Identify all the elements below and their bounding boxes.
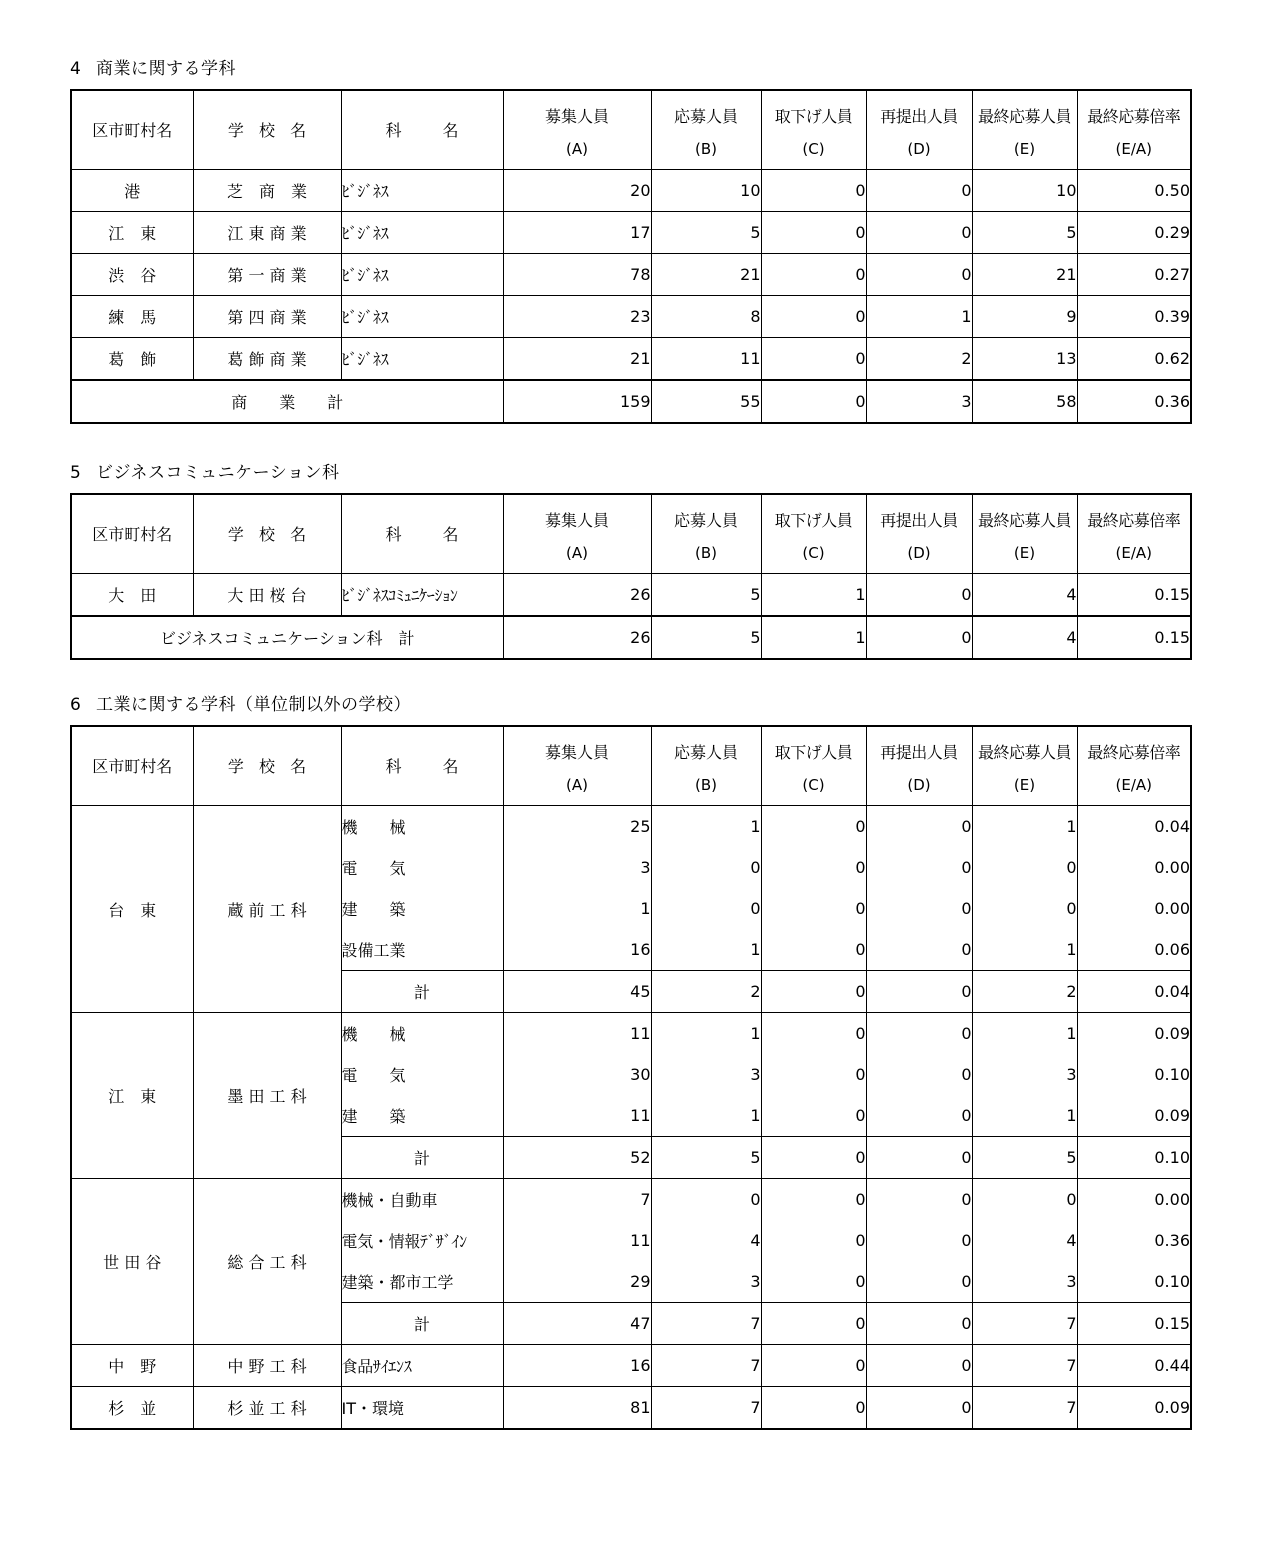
- cell-applicants: 1: [651, 1095, 761, 1137]
- cell-applicants: 7: [651, 1345, 761, 1387]
- cell-subtotal-label: 計: [341, 971, 503, 1013]
- cell-applicants: 21: [651, 254, 761, 296]
- cell-final-applicants: 0: [972, 847, 1077, 888]
- section-5-number: 5: [70, 463, 82, 483]
- cell-ward: 港: [71, 170, 193, 212]
- cell-course: ﾋﾞｼﾞﾈｽ: [341, 296, 503, 338]
- header-withdrawn: 取下げ人員 (C): [761, 726, 866, 806]
- cell-course: 機械・自動車: [341, 1179, 503, 1221]
- table-body: [71, 574, 1191, 660]
- cell-capacity: 16: [503, 1345, 651, 1387]
- header-applicants: 応募人員 (B): [651, 494, 761, 574]
- cell-capacity: 7: [503, 1179, 651, 1221]
- section-commerce: [70, 58, 1192, 424]
- section-industrial: [70, 694, 1192, 1430]
- cell-applicants: 0: [651, 1179, 761, 1221]
- cell-subtotal-final-applicants: 7: [972, 1303, 1077, 1345]
- cell-ward: 練 馬: [71, 296, 193, 338]
- cell-subtotal-withdrawn: 0: [761, 1303, 866, 1345]
- cell-course: 食品ｻｲｴﾝｽ: [341, 1345, 503, 1387]
- cell-course: ﾋﾞｼﾞﾈｽ: [341, 338, 503, 381]
- cell-school: 葛 飾 商 業: [193, 338, 341, 381]
- cell-capacity: 1: [503, 888, 651, 929]
- cell-final-applicants: 10: [972, 170, 1077, 212]
- cell-applicants: 10: [651, 170, 761, 212]
- cell-final-ratio: 0.00: [1077, 888, 1191, 929]
- header-resubmitted: 再提出人員 (D): [866, 726, 972, 806]
- header-final-ratio: 最終応募倍率 (E/A): [1077, 90, 1191, 170]
- cell-withdrawn: 0: [761, 888, 866, 929]
- cell-capacity: 25: [503, 806, 651, 848]
- header-capacity: 募集人員 (A): [503, 494, 651, 574]
- cell-course: 電気・情報ﾃﾞｻﾞｲﾝ: [341, 1220, 503, 1261]
- cell-capacity: 17: [503, 212, 651, 254]
- table-body: [71, 170, 1191, 424]
- cell-resubmitted: 0: [866, 1013, 972, 1055]
- cell-subtotal-withdrawn: 0: [761, 1137, 866, 1179]
- table-row: [71, 574, 1191, 617]
- cell-applicants: 4: [651, 1220, 761, 1261]
- table-row: [71, 212, 1191, 254]
- cell-course: ﾋﾞｼﾞﾈｽ: [341, 254, 503, 296]
- header-final-applicants: 最終応募人員 (E): [972, 494, 1077, 574]
- header-resubmitted: 再提出人員 (D): [866, 90, 972, 170]
- cell-subtotal-capacity: 45: [503, 971, 651, 1013]
- cell-final-applicants: 21: [972, 254, 1077, 296]
- header-school: 学 校 名: [193, 90, 341, 170]
- cell-final-applicants: 1: [972, 1013, 1077, 1055]
- section-4-title: [70, 58, 1192, 80]
- cell-final-ratio: 0.29: [1077, 212, 1191, 254]
- section-4-heading: 商業に関する学科: [96, 59, 236, 79]
- cell-final-applicants: 7: [972, 1387, 1077, 1430]
- cell-course: 機 械: [341, 1013, 503, 1055]
- cell-withdrawn: 0: [761, 806, 866, 848]
- cell-withdrawn: 0: [761, 296, 866, 338]
- header-withdrawn: 取下げ人員 (C): [761, 90, 866, 170]
- cell-subtotal-label: 計: [341, 1137, 503, 1179]
- cell-total-resubmitted: 0: [866, 616, 972, 659]
- cell-resubmitted: 0: [866, 574, 972, 617]
- header-final-ratio: 最終応募倍率 (E/A): [1077, 494, 1191, 574]
- cell-applicants: 1: [651, 806, 761, 848]
- header-capacity: 募集人員 (A): [503, 726, 651, 806]
- header-row: [71, 726, 1191, 806]
- cell-capacity: 78: [503, 254, 651, 296]
- cell-withdrawn: 0: [761, 847, 866, 888]
- cell-subtotal-resubmitted: 0: [866, 1303, 972, 1345]
- cell-course: ﾋﾞｼﾞﾈｽｺﾐｭﾆｹｰｼｮﾝ: [341, 574, 503, 617]
- cell-final-ratio: 0.50: [1077, 170, 1191, 212]
- cell-resubmitted: 0: [866, 1095, 972, 1137]
- cell-final-ratio: 0.62: [1077, 338, 1191, 381]
- cell-final-applicants: 5: [972, 212, 1077, 254]
- cell-final-applicants: 7: [972, 1345, 1077, 1387]
- header-school: 学 校 名: [193, 726, 341, 806]
- cell-subtotal-capacity: 52: [503, 1137, 651, 1179]
- cell-ward: 杉 並: [71, 1387, 193, 1430]
- cell-final-applicants: 4: [972, 574, 1077, 617]
- cell-subtotal-applicants: 2: [651, 971, 761, 1013]
- cell-total-applicants: 5: [651, 616, 761, 659]
- cell-resubmitted: 0: [866, 847, 972, 888]
- cell-school: 江 東 商 業: [193, 212, 341, 254]
- cell-course: ﾋﾞｼﾞﾈｽ: [341, 212, 503, 254]
- header-applicants: 応募人員 (B): [651, 90, 761, 170]
- cell-final-applicants: 3: [972, 1054, 1077, 1095]
- table-row: [71, 1013, 1191, 1055]
- cell-subtotal-final-applicants: 5: [972, 1137, 1077, 1179]
- cell-final-applicants: 9: [972, 296, 1077, 338]
- cell-subtotal-applicants: 7: [651, 1303, 761, 1345]
- cell-withdrawn: 1: [761, 574, 866, 617]
- cell-applicants: 5: [651, 574, 761, 617]
- cell-subtotal-final-applicants: 2: [972, 971, 1077, 1013]
- cell-total-capacity: 159: [503, 380, 651, 423]
- table-row: [71, 1387, 1191, 1430]
- cell-applicants: 11: [651, 338, 761, 381]
- header-course: 科 名: [341, 90, 503, 170]
- cell-applicants: 3: [651, 1261, 761, 1303]
- section-5-heading: ビジネスコミュニケーション科: [96, 463, 340, 483]
- cell-ward: 葛 飾: [71, 338, 193, 381]
- cell-withdrawn: 0: [761, 1220, 866, 1261]
- cell-ward: 台 東: [71, 806, 193, 1013]
- cell-final-ratio: 0.36: [1077, 1220, 1191, 1261]
- cell-capacity: 26: [503, 574, 651, 617]
- cell-final-applicants: 1: [972, 806, 1077, 848]
- cell-capacity: 21: [503, 338, 651, 381]
- cell-school: 蔵 前 工 科: [193, 806, 341, 1013]
- cell-applicants: 5: [651, 212, 761, 254]
- cell-course: IT・環境: [341, 1387, 503, 1430]
- cell-subtotal-final-ratio: 0.10: [1077, 1137, 1191, 1179]
- cell-ward: 江 東: [71, 212, 193, 254]
- table-row: [71, 254, 1191, 296]
- cell-capacity: 30: [503, 1054, 651, 1095]
- cell-resubmitted: 0: [866, 1387, 972, 1430]
- cell-total-withdrawn: 0: [761, 380, 866, 423]
- cell-ward: 世 田 谷: [71, 1179, 193, 1345]
- cell-final-ratio: 0.09: [1077, 1013, 1191, 1055]
- cell-resubmitted: 0: [866, 170, 972, 212]
- header-school: 学 校 名: [193, 494, 341, 574]
- cell-resubmitted: 0: [866, 254, 972, 296]
- cell-final-ratio: 0.00: [1077, 847, 1191, 888]
- cell-capacity: 29: [503, 1261, 651, 1303]
- table-row: [71, 338, 1191, 381]
- cell-withdrawn: 0: [761, 1179, 866, 1221]
- cell-capacity: 11: [503, 1095, 651, 1137]
- cell-resubmitted: 2: [866, 338, 972, 381]
- cell-school: 大 田 桜 台: [193, 574, 341, 617]
- table-row: [71, 296, 1191, 338]
- cell-subtotal-capacity: 47: [503, 1303, 651, 1345]
- section-6-heading: 工業に関する学科（単位制以外の学校）: [96, 695, 411, 715]
- cell-subtotal-label: 計: [341, 1303, 503, 1345]
- cell-subtotal-resubmitted: 0: [866, 1137, 972, 1179]
- cell-withdrawn: 0: [761, 1345, 866, 1387]
- table-header: [71, 494, 1191, 574]
- table-row: [71, 1345, 1191, 1387]
- header-course: 科 名: [341, 494, 503, 574]
- cell-final-ratio: 0.04: [1077, 806, 1191, 848]
- cell-total-label: 商 業 計: [71, 380, 503, 423]
- cell-total-resubmitted: 3: [866, 380, 972, 423]
- cell-applicants: 0: [651, 847, 761, 888]
- table-body: [71, 806, 1191, 1430]
- cell-school: 芝 商 業: [193, 170, 341, 212]
- header-resubmitted: 再提出人員 (D): [866, 494, 972, 574]
- header-applicants: 応募人員 (B): [651, 726, 761, 806]
- cell-withdrawn: 0: [761, 1054, 866, 1095]
- cell-withdrawn: 0: [761, 212, 866, 254]
- cell-final-applicants: 0: [972, 888, 1077, 929]
- cell-final-applicants: 4: [972, 1220, 1077, 1261]
- cell-withdrawn: 0: [761, 254, 866, 296]
- cell-final-ratio: 0.39: [1077, 296, 1191, 338]
- cell-withdrawn: 0: [761, 338, 866, 381]
- cell-capacity: 81: [503, 1387, 651, 1430]
- table-business-communication: [70, 493, 1192, 660]
- cell-subtotal-applicants: 5: [651, 1137, 761, 1179]
- section-4-number: 4: [70, 59, 82, 79]
- cell-total-withdrawn: 1: [761, 616, 866, 659]
- cell-total-final-applicants: 4: [972, 616, 1077, 659]
- cell-withdrawn: 0: [761, 1095, 866, 1137]
- cell-total-label: ビジネスコミュニケーション科 計: [71, 616, 503, 659]
- header-ward: 区市町村名: [71, 726, 193, 806]
- cell-total-capacity: 26: [503, 616, 651, 659]
- cell-ward: 江 東: [71, 1013, 193, 1179]
- cell-ward: 大 田: [71, 574, 193, 617]
- table-total-row: [71, 380, 1191, 423]
- cell-applicants: 3: [651, 1054, 761, 1095]
- cell-withdrawn: 0: [761, 929, 866, 971]
- cell-final-ratio: 0.10: [1077, 1054, 1191, 1095]
- cell-final-ratio: 0.15: [1077, 574, 1191, 617]
- cell-resubmitted: 0: [866, 929, 972, 971]
- section-business-communication: [70, 462, 1192, 660]
- cell-final-ratio: 0.10: [1077, 1261, 1191, 1303]
- cell-final-ratio: 0.00: [1077, 1179, 1191, 1221]
- cell-final-applicants: 3: [972, 1261, 1077, 1303]
- cell-course: 電 気: [341, 847, 503, 888]
- table-industrial: [70, 725, 1192, 1430]
- cell-applicants: 8: [651, 296, 761, 338]
- header-ward: 区市町村名: [71, 90, 193, 170]
- cell-withdrawn: 0: [761, 1387, 866, 1430]
- header-ward: 区市町村名: [71, 494, 193, 574]
- cell-course: 建 築: [341, 1095, 503, 1137]
- cell-subtotal-final-ratio: 0.15: [1077, 1303, 1191, 1345]
- table-header: [71, 726, 1191, 806]
- cell-resubmitted: 0: [866, 212, 972, 254]
- cell-resubmitted: 0: [866, 1220, 972, 1261]
- cell-total-final-applicants: 58: [972, 380, 1077, 423]
- cell-final-applicants: 1: [972, 929, 1077, 971]
- table-row: [71, 806, 1191, 848]
- cell-final-applicants: 1: [972, 1095, 1077, 1137]
- header-final-applicants: 最終応募人員 (E): [972, 726, 1077, 806]
- header-course: 科 名: [341, 726, 503, 806]
- cell-resubmitted: 1: [866, 296, 972, 338]
- cell-course: 設備工業: [341, 929, 503, 971]
- cell-school: 杉 並 工 科: [193, 1387, 341, 1430]
- cell-school: 墨 田 工 科: [193, 1013, 341, 1179]
- cell-final-ratio: 0.27: [1077, 254, 1191, 296]
- cell-resubmitted: 0: [866, 806, 972, 848]
- cell-capacity: 11: [503, 1220, 651, 1261]
- cell-school: 中 野 工 科: [193, 1345, 341, 1387]
- cell-capacity: 3: [503, 847, 651, 888]
- cell-total-applicants: 55: [651, 380, 761, 423]
- cell-school: 第 四 商 業: [193, 296, 341, 338]
- table-row: [71, 1179, 1191, 1221]
- cell-school: 総 合 工 科: [193, 1179, 341, 1345]
- header-final-applicants: 最終応募人員 (E): [972, 90, 1077, 170]
- cell-total-final-ratio: 0.15: [1077, 616, 1191, 659]
- cell-applicants: 1: [651, 929, 761, 971]
- cell-course: 建 築: [341, 888, 503, 929]
- cell-course: 建築・都市工学: [341, 1261, 503, 1303]
- cell-resubmitted: 0: [866, 1345, 972, 1387]
- table-row: [71, 170, 1191, 212]
- section-5-title: [70, 462, 1192, 484]
- cell-final-applicants: 0: [972, 1179, 1077, 1221]
- cell-resubmitted: 0: [866, 1261, 972, 1303]
- cell-subtotal-final-ratio: 0.04: [1077, 971, 1191, 1013]
- cell-ward: 中 野: [71, 1345, 193, 1387]
- cell-total-final-ratio: 0.36: [1077, 380, 1191, 423]
- cell-withdrawn: 0: [761, 170, 866, 212]
- cell-final-ratio: 0.09: [1077, 1387, 1191, 1430]
- cell-final-applicants: 13: [972, 338, 1077, 381]
- cell-resubmitted: 0: [866, 888, 972, 929]
- header-capacity: 募集人員 (A): [503, 90, 651, 170]
- header-final-ratio: 最終応募倍率 (E/A): [1077, 726, 1191, 806]
- cell-course: 電 気: [341, 1054, 503, 1095]
- header-row: [71, 494, 1191, 574]
- cell-subtotal-resubmitted: 0: [866, 971, 972, 1013]
- cell-withdrawn: 0: [761, 1013, 866, 1055]
- cell-applicants: 7: [651, 1387, 761, 1430]
- cell-subtotal-withdrawn: 0: [761, 971, 866, 1013]
- cell-capacity: 20: [503, 170, 651, 212]
- cell-applicants: 0: [651, 888, 761, 929]
- cell-ward: 渋 谷: [71, 254, 193, 296]
- table-header: [71, 90, 1191, 170]
- table-total-row: [71, 616, 1191, 659]
- cell-capacity: 23: [503, 296, 651, 338]
- cell-withdrawn: 0: [761, 1261, 866, 1303]
- cell-resubmitted: 0: [866, 1179, 972, 1221]
- section-6-title: [70, 694, 1192, 716]
- cell-final-ratio: 0.09: [1077, 1095, 1191, 1137]
- cell-capacity: 16: [503, 929, 651, 971]
- cell-applicants: 1: [651, 1013, 761, 1055]
- cell-school: 第 一 商 業: [193, 254, 341, 296]
- cell-resubmitted: 0: [866, 1054, 972, 1095]
- section-6-number: 6: [70, 695, 82, 715]
- table-commerce: [70, 89, 1192, 424]
- cell-course: 機 械: [341, 806, 503, 848]
- cell-final-ratio: 0.06: [1077, 929, 1191, 971]
- cell-final-ratio: 0.44: [1077, 1345, 1191, 1387]
- header-withdrawn: 取下げ人員 (C): [761, 494, 866, 574]
- cell-capacity: 11: [503, 1013, 651, 1055]
- cell-course: ﾋﾞｼﾞﾈｽ: [341, 170, 503, 212]
- header-row: [71, 90, 1191, 170]
